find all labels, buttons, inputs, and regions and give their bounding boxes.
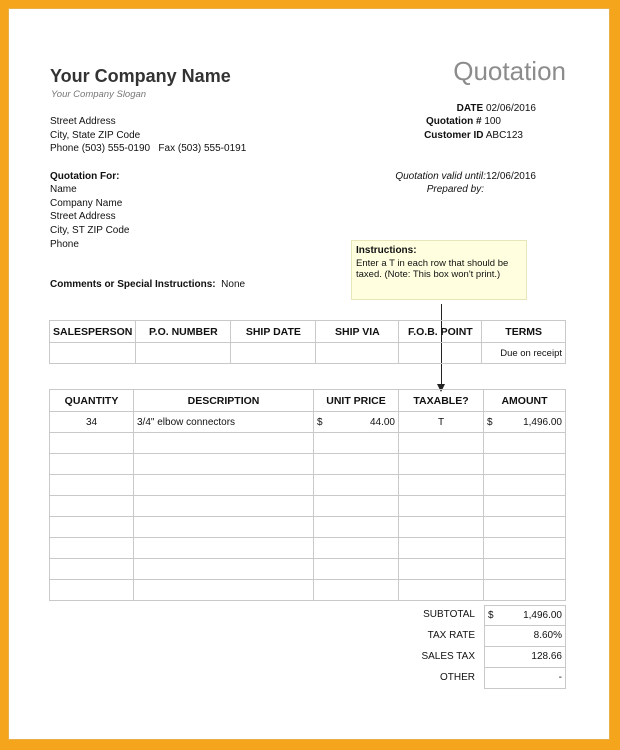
sales-tax-box[interactable]: [484, 647, 566, 668]
unit-price-cell[interactable]: [314, 433, 399, 454]
instructions-callout: [351, 240, 527, 300]
ship-via-cell[interactable]: [316, 343, 399, 364]
header-taxable: TAXABLE?: [399, 390, 484, 412]
table-row: [50, 496, 566, 517]
table-row: [50, 517, 566, 538]
quote-number-value: 100: [484, 116, 501, 127]
currency-symbol: $: [317, 416, 323, 428]
company-slogan: Your Company Slogan: [51, 89, 147, 100]
company-fax: Fax (503) 555-0191: [158, 143, 247, 154]
unit-price-cell[interactable]: [314, 559, 399, 580]
header-amount: AMOUNT: [484, 390, 566, 412]
subtotal-row: [408, 605, 566, 626]
amount-cell[interactable]: [484, 454, 566, 475]
ship-date-cell[interactable]: [231, 343, 316, 364]
totals-block: [408, 605, 566, 689]
salesperson-cell[interactable]: [50, 343, 136, 364]
document-title: Quotation: [453, 56, 566, 86]
meta-customer-id: [424, 130, 523, 141]
po-number-cell[interactable]: [136, 343, 231, 364]
quotation-for-city: City, ST ZIP Code: [50, 225, 130, 236]
instructions-text-1: Enter a T in each row that should be: [356, 257, 509, 269]
taxable-cell[interactable]: [399, 433, 484, 454]
table-row: [50, 475, 566, 496]
header-ship-date: SHIP DATE: [231, 321, 316, 343]
customer-id-value: ABC123: [485, 130, 523, 141]
prepared-by-label: Prepared by:: [426, 184, 484, 195]
meta-valid-until: [395, 171, 536, 182]
unit-price-value: 44.00: [369, 416, 395, 428]
taxable-cell[interactable]: [399, 559, 484, 580]
description-cell[interactable]: [134, 433, 314, 454]
quotation-for-heading: Quotation For:: [50, 171, 120, 182]
table-row: [50, 580, 566, 601]
tax-rate-box[interactable]: [484, 626, 566, 647]
date-value: 02/06/2016: [485, 103, 536, 114]
taxable-cell[interactable]: [399, 475, 484, 496]
quotation-for-phone: Phone: [50, 239, 79, 250]
tax-rate-value: 8.60%: [533, 630, 562, 641]
meta-date: [457, 103, 536, 114]
amount-cell[interactable]: [484, 517, 566, 538]
company-phone-fax: [50, 143, 246, 154]
description-cell[interactable]: [134, 559, 314, 580]
header-ship-via: SHIP VIA: [316, 321, 399, 343]
header-po-number: P.O. NUMBER: [136, 321, 231, 343]
amount-cell[interactable]: [484, 412, 566, 433]
header-description: DESCRIPTION: [134, 390, 314, 412]
header-unit-price: UNIT PRICE: [314, 390, 399, 412]
description-cell[interactable]: [134, 496, 314, 517]
valid-until-value: 12/06/2016: [485, 171, 536, 182]
quantity-cell[interactable]: [50, 517, 134, 538]
header-salesperson: SALESPERSON: [50, 321, 136, 343]
tax-rate-label: TAX RATE: [427, 630, 475, 641]
table-row: [50, 454, 566, 475]
other-value: -: [558, 672, 562, 683]
currency-symbol: $: [488, 610, 494, 621]
quotation-for-street: Street Address: [50, 211, 116, 222]
description-cell[interactable]: [134, 580, 314, 601]
quotation-for-name: Name: [50, 184, 77, 195]
description-cell[interactable]: 3/4" elbow connectors: [134, 412, 314, 433]
other-label: OTHER: [440, 672, 475, 683]
taxable-cell[interactable]: [399, 517, 484, 538]
subtotal-label: SUBTOTAL: [423, 609, 475, 620]
valid-until-label: Quotation valid until:: [395, 171, 486, 182]
quantity-cell[interactable]: [50, 496, 134, 517]
table-row: [50, 559, 566, 580]
amount-cell[interactable]: [484, 433, 566, 454]
items-table: [49, 389, 566, 601]
description-cell[interactable]: [134, 538, 314, 559]
quantity-cell[interactable]: [50, 580, 134, 601]
unit-price-cell[interactable]: [314, 580, 399, 601]
taxable-cell[interactable]: T: [399, 412, 484, 433]
subtotal-box[interactable]: [484, 605, 566, 626]
shipping-header-row: [50, 321, 566, 343]
comments-label: Comments or Special Instructions:: [50, 279, 216, 290]
header-quantity: QUANTITY: [50, 390, 134, 412]
description-cell[interactable]: [134, 517, 314, 538]
header-fob-point: F.O.B. POINT: [399, 321, 482, 343]
quantity-cell[interactable]: [50, 454, 134, 475]
unit-price-cell[interactable]: [314, 454, 399, 475]
other-row: [408, 668, 566, 689]
comments-row: [50, 279, 245, 290]
currency-symbol: $: [487, 416, 493, 428]
table-row: [50, 412, 566, 433]
quantity-cell[interactable]: [50, 559, 134, 580]
company-city: City, State ZIP Code: [50, 130, 141, 141]
other-box[interactable]: [484, 668, 566, 689]
date-label: DATE: [456, 103, 484, 114]
company-phone: Phone (503) 555-0190: [50, 143, 151, 154]
amount-cell[interactable]: [484, 538, 566, 559]
quotation-for-company: Company Name: [50, 198, 123, 209]
tax-rate-row: [408, 626, 566, 647]
instructions-text-2: taxed. (Note: This box won't print.): [356, 269, 501, 281]
table-row: [50, 538, 566, 559]
unit-price-cell[interactable]: [314, 496, 399, 517]
unit-price-cell[interactable]: [314, 412, 399, 433]
comments-value: None: [221, 279, 246, 290]
shipping-table: [49, 320, 566, 364]
description-cell[interactable]: [134, 454, 314, 475]
quantity-cell[interactable]: [50, 538, 134, 559]
unit-price-cell[interactable]: [314, 517, 399, 538]
amount-cell[interactable]: [484, 475, 566, 496]
amount-cell[interactable]: [484, 580, 566, 601]
table-row: [50, 433, 566, 454]
quantity-cell[interactable]: [50, 433, 134, 454]
amount-cell[interactable]: [484, 559, 566, 580]
sales-tax-row: [408, 647, 566, 668]
subtotal-value: 1,496.00: [523, 610, 562, 621]
taxable-cell[interactable]: [399, 580, 484, 601]
quotation-sheet: [8, 8, 610, 740]
quantity-cell[interactable]: [50, 475, 134, 496]
taxable-cell[interactable]: [399, 496, 484, 517]
taxable-cell[interactable]: [399, 454, 484, 475]
description-cell[interactable]: [134, 475, 314, 496]
amount-cell[interactable]: [484, 496, 566, 517]
sales-tax-value: 128.66: [531, 651, 562, 662]
company-address: Street Address: [50, 116, 116, 127]
quantity-cell[interactable]: 34: [50, 412, 134, 433]
company-name: Your Company Name: [50, 66, 231, 86]
unit-price-cell[interactable]: [314, 538, 399, 559]
items-header-row: [50, 390, 566, 412]
customer-id-label: Customer ID: [424, 130, 484, 141]
taxable-cell[interactable]: [399, 538, 484, 559]
shipping-value-row: [50, 343, 566, 364]
sales-tax-label: SALES TAX: [421, 651, 475, 662]
header-terms: TERMS: [482, 321, 566, 343]
fob-point-cell[interactable]: [399, 343, 482, 364]
unit-price-cell[interactable]: [314, 475, 399, 496]
instructions-title: Instructions:: [356, 245, 417, 256]
meta-quote-number: [426, 116, 501, 127]
amount-value: 1,496.00: [523, 416, 562, 428]
quote-number-label: Quotation #: [425, 116, 482, 127]
terms-cell[interactable]: Due on receipt: [482, 343, 566, 364]
